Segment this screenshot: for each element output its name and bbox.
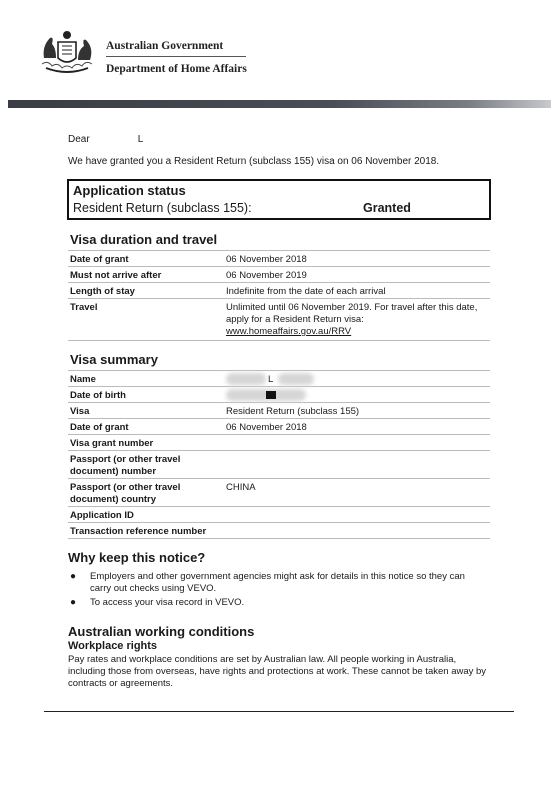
why-keep-list — [68, 571, 488, 611]
list-item-text: Employers and other government agencies might ask for details in this notice so they can carry out checks using VEVO. — [90, 571, 465, 594]
header-band — [8, 100, 551, 108]
table-row — [68, 435, 490, 451]
table-row — [68, 283, 490, 299]
visa-duration-title: Visa duration and travel — [70, 232, 218, 247]
working-conditions-title: Australian working conditions — [68, 624, 255, 639]
row-value: CHINA — [226, 482, 256, 493]
row-value: 06 November 2019 — [226, 270, 307, 281]
visa-summary-table — [68, 370, 490, 539]
row-value — [226, 302, 488, 338]
row-value — [226, 374, 488, 386]
row-value: Resident Return (subclass 155) — [226, 406, 360, 417]
row-value: Indefinite from the date of each arrival — [226, 286, 386, 297]
row-label: Date of birth — [70, 390, 126, 401]
workplace-rights-text: Pay rates and workplace conditions are set by Australian law. All people working in Australia, including those from overseas, have rights and protections at work. These cannot be taken away by contracts or agreements. — [68, 654, 487, 689]
row-label: Passport (or other travel document) country — [70, 482, 181, 505]
letterhead — [0, 0, 557, 100]
table-row — [68, 419, 490, 435]
list-item — [68, 571, 488, 595]
table-row — [68, 371, 490, 387]
recipient-name: L — [137, 134, 144, 145]
row-value: 06 November 2018 — [226, 422, 307, 433]
row-label: Travel — [70, 302, 98, 313]
workplace-rights-title: Workplace rights — [68, 640, 158, 652]
table-row — [68, 267, 490, 283]
bullet-icon: ● — [70, 571, 77, 582]
salutation-text: Dear — [68, 134, 90, 145]
bullet-icon: ● — [70, 597, 77, 608]
row-label: Length of stay — [70, 286, 135, 297]
travel-text: Unlimited until 06 November 2019. For travel after this date, apply for a Resident Return visa: — [226, 302, 478, 325]
redaction — [226, 373, 266, 385]
row-label: Name — [70, 374, 96, 385]
table-row — [68, 299, 490, 341]
row-label: Passport (or other travel document) number — [70, 454, 181, 477]
grant-message: We have granted you a Resident Return (subclass 155) visa on 06 November 2018. — [68, 156, 440, 167]
row-label: Date of grant — [70, 422, 129, 433]
department-name: Department of Home Affairs — [106, 63, 247, 75]
coat-of-arms-icon — [38, 28, 96, 78]
table-row — [68, 451, 490, 479]
application-status-value: Granted — [363, 201, 411, 215]
header-divider — [106, 56, 246, 57]
application-status-visa: Resident Return (subclass 155): — [73, 201, 252, 215]
table-row — [68, 507, 490, 523]
redaction-mark — [266, 391, 276, 399]
table-row — [68, 523, 490, 539]
visa-duration-table — [68, 250, 490, 341]
government-name: Australian Government — [106, 40, 224, 52]
rrv-link[interactable]: www.homeaffairs.gov.au/RRV — [226, 326, 352, 337]
application-status-box — [67, 179, 491, 220]
table-row — [68, 479, 490, 507]
table-row — [68, 387, 490, 403]
table-row — [68, 251, 490, 267]
row-label: Visa — [70, 406, 90, 417]
row-label: Application ID — [70, 510, 134, 521]
bottom-divider — [44, 711, 514, 712]
row-label: Visa grant number — [70, 438, 154, 449]
row-value: 06 November 2018 — [226, 254, 307, 265]
row-label: Transaction reference number — [70, 526, 207, 537]
row-label: Date of grant — [70, 254, 129, 265]
visa-summary-title: Visa summary — [70, 352, 158, 367]
salutation — [68, 134, 143, 145]
name-initial: L — [268, 374, 274, 385]
table-row — [68, 403, 490, 419]
application-status-title: Application status — [73, 183, 186, 198]
list-item — [68, 597, 488, 609]
list-item-text: To access your visa record in VEVO. — [90, 597, 245, 608]
redaction — [278, 373, 314, 385]
why-keep-title: Why keep this notice? — [68, 550, 206, 565]
row-label: Must not arrive after — [70, 270, 162, 281]
